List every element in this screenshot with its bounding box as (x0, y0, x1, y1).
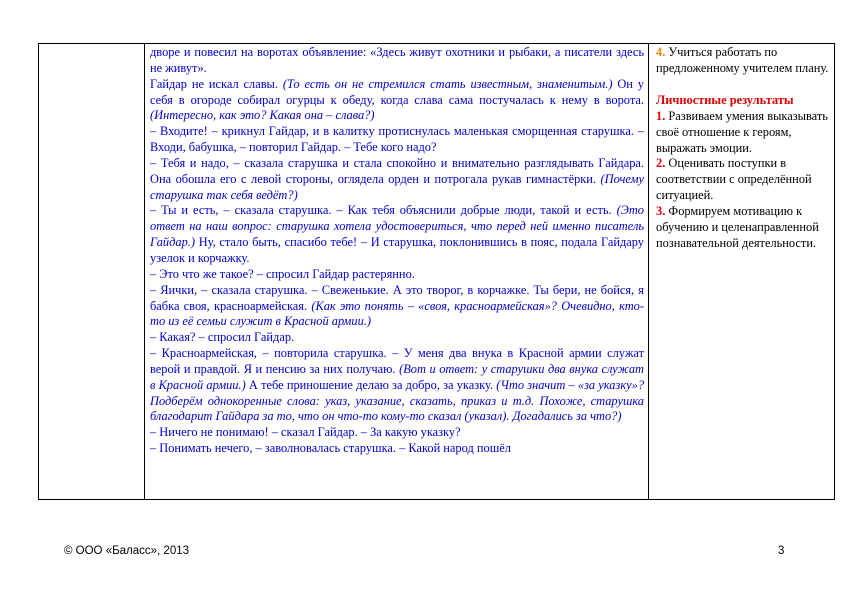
result-item: 1. Развиваем умения выказывать своё отношение к героям, выражать эмоции. (656, 108, 828, 155)
item-number: 2. (656, 156, 666, 171)
text-paragraph: – Какая? – спросил Гайдар. (150, 330, 295, 345)
copyright-footer: © ООО «Баласс», 2013 (64, 545, 190, 557)
text-paragraph: – Ничего не понимаю! – сказал Гайдар. – За какую указку? (150, 425, 461, 440)
lesson-text-cell (145, 44, 649, 500)
text-paragraph: – Понимать нечего, – заволновалась старушка. – Какой народ пошёл (150, 441, 511, 456)
section-title: Личностные результаты (656, 92, 794, 107)
item-number: 3. (656, 204, 666, 219)
lesson-table (38, 43, 835, 500)
result-item: 4. Учиться работать по предложенному учителем плану. (656, 45, 829, 75)
text-paragraph: – Красноармейская, – повторила старушка. – У меня два внука в Красной армии служат верой и правдой. Я и пенсию за них получаю. (Вот и ответ: у старушки два внука служат в Красной армии.) А тебе приношение делаю за добро, за указку. (Что значит – «за указку»? Подберём однокоренные слова: указ, указание, сказать, приказ и т.д. Похоже, старушка благодарит Гайдара за то, что он что-то кому-то сказал (указал). Догадались за что?) (150, 346, 645, 424)
empty-stage-cell (39, 44, 145, 500)
item-number: 4. (656, 45, 666, 59)
text-paragraph: – Тебя и надо, – сказала старушка и стала спокойно и внимательно разглядывать Гайдара. Она обошла его с левой стороны, оглядела орден и потрогала рукав гимнастёрки. (Почему старушка так себя ведёт?) (150, 155, 644, 202)
page-number: 3 (778, 545, 785, 557)
text-paragraph: дворе и повесил на воротах объявление: «Здесь живут охотники и рыбаки, а писатели здесь не живут». (150, 45, 644, 75)
text-paragraph: – Яички, – сказала старушка. – Свеженькие. А это творог, в корчажке. Ты бери, не бойся, я бабка своя, красноармейская. (Как это понять – «своя, красноармейская»? Очевидно, кто-то из её семьи служит в Красной армии.) (150, 282, 644, 329)
result-item: 3. Формируем мотивацию к обучению и целенаправленной познавательной деятельности. (656, 204, 819, 250)
learning-results-cell (649, 44, 835, 500)
item-number: 1. (656, 108, 666, 123)
text-paragraph: Гайдар не искал славы. (То есть он не стремился стать известным, знаменитым.) Он у себя в огороде собирал огурцы к обеду, когда слава сама постучалась к нему в ворота. (Интересно, как это? Какая она – слава?) (150, 76, 645, 123)
text-paragraph: – Ты и есть, – сказала старушка. – Как тебя объяснили добрые люди, такой и есть. (Это ответ на наш вопрос: старушка хотела удостовериться, что перед ней именно писатель Гайдар.) Ну, стало быть, спасибо тебе! – И старушка, поклонившись в пояс, подала Гайдару узелок и корчажку. (150, 203, 644, 265)
text-paragraph: – Это что же такое? – спросил Гайдар растерянно. (150, 266, 415, 281)
result-item: 2. Оценивать поступки в соответствии с определённой ситуацией. (656, 156, 812, 203)
table-row (39, 44, 835, 500)
text-paragraph: – Входите! – крикнул Гайдар, и в калитку протиснулась маленькая сморщенная старушка. – Входи, бабушка, – повторил Гайдар. – Тебе кого надо? (150, 124, 644, 155)
